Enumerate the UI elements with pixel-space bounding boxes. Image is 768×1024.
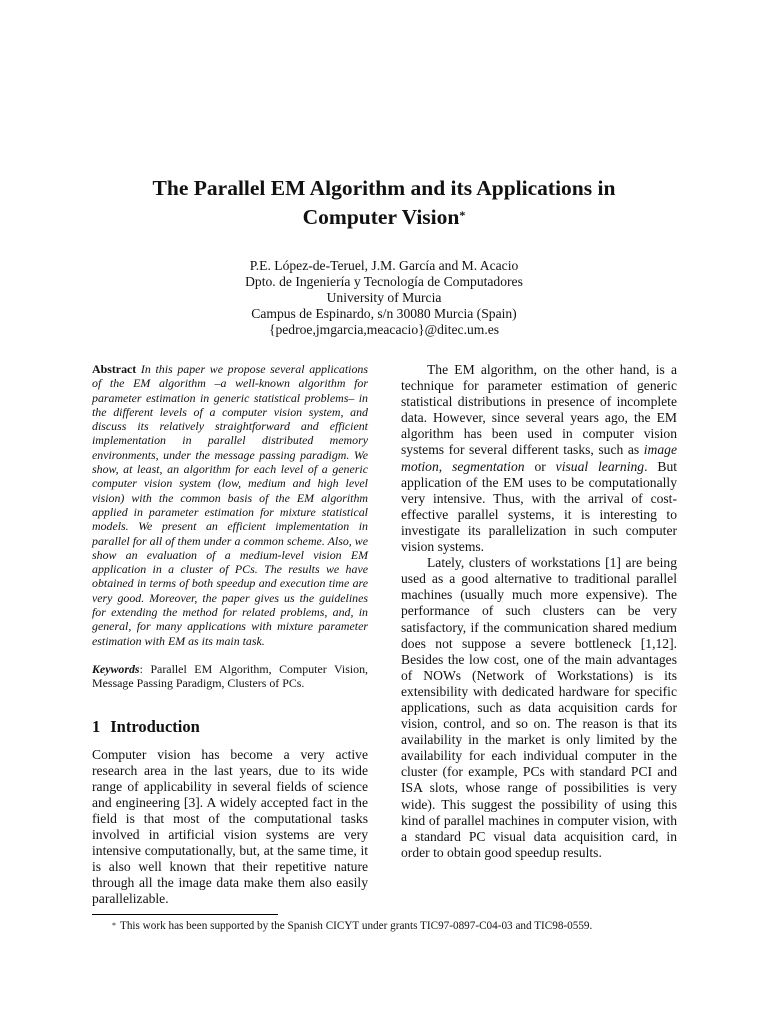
title-footnote-mark: *: [459, 208, 466, 222]
title-line-1: The Parallel EM Algorithm and its Applications in: [152, 176, 616, 200]
para2-term-segmentation: segmentation: [452, 458, 525, 474]
intro-paragraph-3: Lately, clusters of workstations [1] are being used as a good alternative to traditional parallel machines (usually much more expensive). The performance of such clusters can be very satisfactory, if the communication shared medium does not suppose a severe bottleneck [1,12]. Besides the low cost, one of the main advantages of NOWs (Network of Workstations) is its extensibility with dedicated hardware for specific applications, such as data acquisition cards for vision, control, and so on. The reason is that its availability in the market is only limited by the availability for each individual computer in the cluster (for example, PCs with standard PCI and ISA slots, whose range of possibilities is very wide). This suggest the possibility of using this kind of parallel machines in computer vision, with a standard PC visual data acquisition card, in order to obtain good speedup results.: [401, 555, 677, 860]
abstract-text: In this paper we propose several applications of the EM algorithm –a well-known algorithm for parameter estimation in generic statistical problems– in the different levels of a computer vision system, and discuss its relatively straightforward and efficient implementation in parallel distributed memory environments, under the message passing paradigm. We show, at least, an algorithm for each level of a generic computer vision system (low, medium and high level vision) with the common basis of the EM algorithm applied in parameter estimation for mixture statistical models. We present an efficient implementation in parallel for all of them under a common scheme. Also, we show an evaluation of a medium-level vision EM application in a cluster of PCs. The results we have obtained in terms of both speedup and execution time are very good. Moreover, the paper gives us the guidelines for extending the method for related problems, and, in general, for many applications with mixture parameter estimation with EM as its main task.: [92, 362, 368, 648]
affiliation-dept: Dpto. de Ingeniería y Tecnología de Computadores: [245, 274, 523, 289]
intro-paragraph-2: [401, 362, 677, 555]
keywords-label: Keywords: [92, 661, 140, 676]
keywords-text: : Parallel EM Algorithm, Computer Vision, Message Passing Paradigm, Clusters of PCs.: [92, 661, 368, 691]
section-title-text: Introduction: [110, 716, 200, 736]
intro-paragraph-1: Computer vision has become a very active research area in the last years, due to its wide range of applicability in several fields of science and engineering [3]. A widely accepted fact in the field is that most of the computational tasks involved in artificial vision systems are very intensive computationally, but, at the same time, it is also well known that their repetitive nature through all the image data make them also easily parallelizable.: [92, 746, 368, 907]
affiliation-address: Campus de Espinardo, s/n 30080 Murcia (Spain): [251, 306, 517, 321]
affiliation-university: University of Murcia: [326, 290, 442, 305]
footnote-text: This work has been supported by the Spanish CICYT under grants TIC97-0897-C04-03 and TIC98-0559.: [120, 920, 593, 932]
footnote-divider: [92, 914, 278, 915]
para2-term-image-motion: image motion: [401, 442, 677, 474]
abstract-label: Abstract: [92, 362, 137, 376]
right-column: [401, 362, 677, 861]
para2-sep-2: or: [524, 458, 556, 474]
authors-line: P.E. López-de-Teruel, J.M. García and M. Acacio: [249, 258, 519, 273]
keywords: [92, 662, 368, 691]
title-line-2: [70, 203, 698, 232]
paper-title: [70, 174, 698, 232]
section-heading-introduction: [92, 717, 368, 737]
section-number: 1: [92, 716, 101, 736]
footnote-mark: *: [112, 921, 116, 930]
para2-sep-1: ,: [438, 458, 453, 474]
para2-text-b: . But application of the EM uses to be computationally very intensive. Thus, with the arrival of cost-effective parallel systems, it is interesting to investigate its parallelization in such computer vision systems.: [401, 458, 678, 555]
author-block: [150, 258, 618, 338]
left-column: [92, 362, 368, 907]
footnote: [112, 919, 592, 933]
para2-term-visual-learning: visual learning: [555, 458, 645, 474]
affiliation-email: {pedroe,jmgarcia,meacacio}@ditec.um.es: [268, 322, 500, 337]
abstract: [92, 362, 368, 648]
para2-text-a: The EM algorithm, on the other hand, is a technique for parameter estimation of generic statistical distributions in presence of incomplete data. However, since several years ago, the EM algorithm has been used in computer vision systems for several different tasks, such as: [401, 362, 677, 458]
title-line-2-text: Computer Vision: [302, 205, 460, 229]
